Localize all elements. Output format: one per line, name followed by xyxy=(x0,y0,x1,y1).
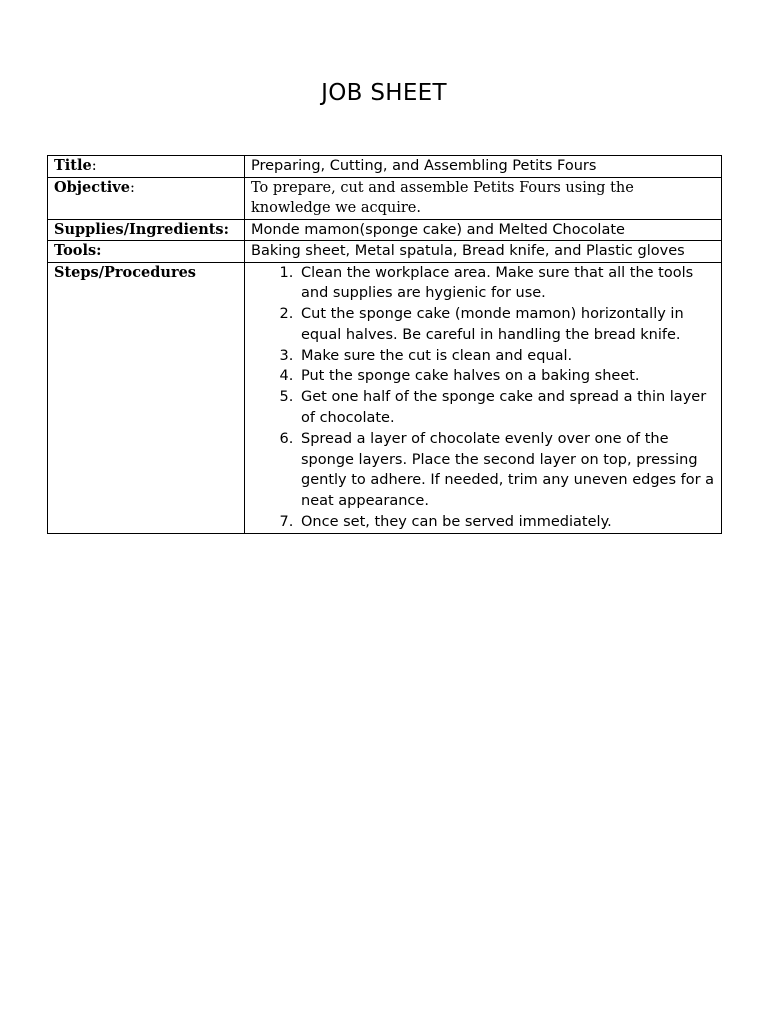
table-row-tools xyxy=(48,241,722,263)
steps-label: Steps/Procedures xyxy=(54,263,196,281)
step-item: 1. Clean the workplace area. Make sure that all the tools and supplies are hygienic for use. xyxy=(298,263,715,305)
step-item: 4. Put the sponge cake halves on a baking sheet. xyxy=(298,366,715,387)
table-row-objective xyxy=(48,177,722,219)
table-row-supplies xyxy=(48,219,722,241)
steps-value-cell xyxy=(245,262,722,533)
steps-list xyxy=(251,263,715,533)
tools-value: Baking sheet, Metal spatula, Bread knife, and Plastic gloves xyxy=(245,241,722,263)
objective-value: To prepare, cut and assemble Petits Fours using the knowledge we acquire. xyxy=(245,177,722,219)
step-item: 3. Make sure the cut is clean and equal. xyxy=(298,346,715,367)
title-label-cell xyxy=(48,156,245,178)
page-title: JOB SHEET xyxy=(321,80,447,106)
job-sheet-table xyxy=(47,155,722,534)
tools-label-cell xyxy=(48,241,245,263)
title-label: Title xyxy=(54,157,92,174)
objective-label: Objective xyxy=(54,178,130,196)
step-item: 6. Spread a layer of chocolate evenly over one of the sponge layers. Place the second layer on top, pressing gently to adhere. If needed, trim any uneven edges for a neat appearance. xyxy=(298,429,715,512)
title-label-colon: : xyxy=(91,158,97,174)
step-item: 5. Get one half of the sponge cake and spread a thin layer of chocolate. xyxy=(298,387,715,429)
tools-label: Tools: xyxy=(54,242,102,259)
table-row-steps xyxy=(48,262,722,533)
step-item: 2. Cut the sponge cake (monde mamon) horizontally in equal halves. Be careful in handling the bread knife. xyxy=(298,304,715,346)
step-item: 7. Once set, they can be served immediately. xyxy=(298,512,715,533)
supplies-label-cell xyxy=(48,219,245,241)
supplies-value: Monde mamon(sponge cake) and Melted Chocolate xyxy=(245,219,722,241)
steps-label-cell xyxy=(48,262,245,533)
table-row-title xyxy=(48,156,722,178)
objective-label-cell xyxy=(48,177,245,219)
objective-label-colon: : xyxy=(129,179,135,196)
supplies-label: Supplies/Ingredients: xyxy=(54,220,229,238)
title-value: Preparing, Cutting, and Assembling Petits Fours xyxy=(245,156,722,178)
